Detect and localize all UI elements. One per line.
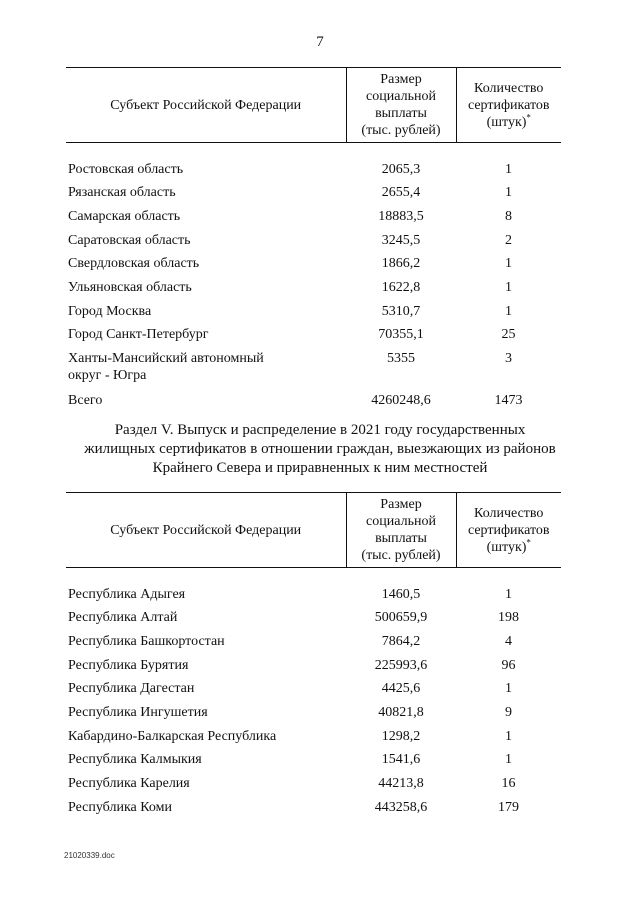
table-row: Город Москва 5310,7 1	[68, 303, 512, 319]
table-row: Рязанская область 2655,4 1	[68, 185, 512, 201]
table-row: Ростовская область 2065,3 1	[68, 161, 512, 177]
certificates-table-continued	[66, 67, 561, 416]
page-number: 7	[316, 34, 324, 50]
payment-column-header: Размер социальной выплаты (тыс. рублей)	[346, 68, 456, 143]
count-column-header: Количество сертификатов (штук)*	[456, 493, 561, 568]
table-row: Республика Калмыкия 1541,6 1	[68, 752, 512, 768]
payment-column-header: Размер социальной выплаты (тыс. рублей)	[346, 493, 456, 568]
table-row: Республика Ингушетия 40821,8 9	[68, 704, 512, 720]
section-title: Раздел V. Выпуск и распределение в 2021 году государственных жилищных сертификатов в отношении граждан, выезжающих из районов Крайнего Севера и приравненных к ним местностей	[84, 422, 556, 476]
footnote-marker: *	[526, 111, 531, 122]
table-row: Самарская область 18883,5 8	[68, 208, 512, 224]
region-column-header: Субъект Российской Федерации	[110, 522, 302, 538]
table-row: Республика Коми 443258,6 179	[68, 799, 519, 815]
table-row: Республика Адыгея 1460,5 1	[68, 586, 512, 602]
table-row: Республика Башкортостан 7864,2 4	[68, 633, 512, 649]
count-column-header: Количество сертификатов (штук)*	[456, 68, 561, 143]
document-filename: 21020339.doc	[64, 851, 115, 860]
footnote-marker: *	[526, 536, 531, 547]
table-row: Республика Карелия 44213,8 16	[68, 776, 516, 791]
table-header	[66, 493, 561, 568]
table-row: Город Санкт-Петербург 70355,1 25	[68, 327, 516, 343]
table-header	[66, 68, 561, 143]
table-row: Кабардино-Балкарская Республика 1298,2 1	[68, 728, 512, 744]
table-row: Республика Алтай 500659,9 198	[68, 610, 519, 626]
table-row: Республика Дагестан 4425,6 1	[68, 681, 512, 697]
far-north-certificates-table	[66, 492, 561, 822]
table-row: Ульяновская область 1622,8 1	[68, 279, 512, 295]
total-row: Всего 4260248,6 1473	[68, 393, 523, 408]
table-row: Саратовская область 3245,5 2	[68, 232, 512, 248]
table-row: Ханты-Мансийский автономный округ - Югра 5355 3	[68, 351, 512, 383]
region-column-header: Субъект Российской Федерации	[110, 97, 302, 113]
table-row: Свердловская область 1866,2 1	[68, 256, 512, 272]
table-row: Республика Бурятия 225993,6 96	[68, 657, 516, 673]
